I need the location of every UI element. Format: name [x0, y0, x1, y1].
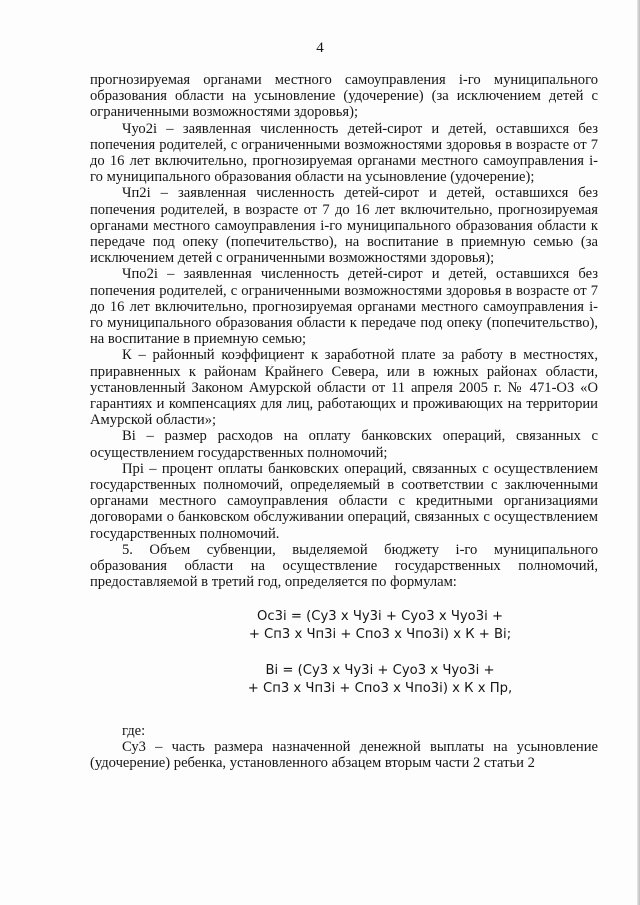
paragraph-chpo2i: Чпо2i – заявленная численность детей-сирот и детей, оставшихся без попечения родителей, с ограниченными возможностями здоровья в возрасте от 7 до 16 лет включительно, прогнозируемая органами местного самоуправления i-го муниципального образования области к передаче под опеку (попечительство), на воспитание в приемную семью; — [90, 266, 598, 348]
where-label: где: — [122, 722, 146, 739]
formula-os3i — [90, 608, 598, 645]
page-number: 4 — [316, 40, 324, 56]
paragraph-pri: Прi – процент оплаты банковских операций, связанных с осуществлением государственных полномочий, определяемый в соответствии с заключенными органами местного самоуправления области с кредитными организациями договорами о банковском обслуживании операций, связанных с осуществлением государственных полномочий. — [90, 460, 598, 542]
paragraph-k-coefficient: К – районный коэффициент к заработной плате за работу в местностях, приравненных к районам Крайнего Севера, или в южных районах области, установленный Законом Амурской области от 11 апреля 2005 г. № 471-ОЗ «О гарантиях и компенсациях для лиц, работающих и проживающих на территории Амурской области»; — [90, 347, 598, 429]
paragraph-chuo2i: Чуо2i – заявленная численность детей-сирот и детей, оставшихся без попечения родителей, с ограниченными возможностями здоровья в возрасте от 7 до 16 лет включительно, прогнозируемая органами местного самоуправления i-го муниципального образования области на усыновление (удочерение); — [90, 120, 598, 186]
paragraph-item-5: 5. Объем субвенции, выделяемой бюджету i-го муниципального образования области на осуществление государственных полномочий, предоставляемой в третий год, определяется по формулам: — [90, 541, 598, 591]
formula-bi — [90, 662, 598, 699]
formula-os3i-line-2: + Сп3 х Чп3i + Спо3 х Чпо3i) х К + Вi; — [248, 627, 512, 642]
paragraph-continuation: прогнозируемая органами местного самоуправления i-го муниципального образования области на усыновление (удочерение) (за исключением детей с ограниченными возможностями здоровья); — [90, 72, 598, 121]
document-body — [90, 72, 598, 771]
paragraph-bi: Вi – размер расходов на оплату банковских операций, связанных с осуществлением государственных полномочий; — [90, 428, 598, 461]
formula-bi-line-2: + Сп3 х Чп3i + Спо3 х Чпо3i) х К х Пр, — [247, 681, 513, 696]
paragraph-su3: Су3 – часть размера назначенной денежной выплаты на усыновление (удочерение) ребенка, установленного абзацем вторым части 2 статьи 2 — [90, 738, 598, 771]
paragraph-chp2i: Чп2i – заявленная численность детей-сирот и детей, оставшихся без попечения родителей, в возрасте от 7 до 16 лет включительно, прогнозируемая органами местного самоуправления i-го муниципального образования области к передаче под опеку (попечительство), на воспитание в приемную семью (за исключением детей с ограниченными возможностями здоровья); — [90, 185, 598, 267]
formula-os3i-line-1: Ос3i = (Су3 х Чу3i + Суо3 х Чуо3i + — [256, 608, 504, 624]
formula-bi-line-1: Вi = (Су3 х Чу3i + Суо3 х Чуо3i + — [265, 662, 495, 678]
